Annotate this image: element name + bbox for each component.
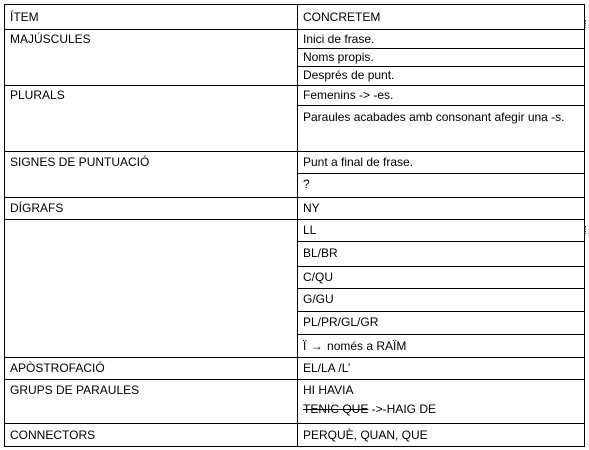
grups-struck-text: TENIC QUE — [303, 402, 369, 416]
majuscules-item: Noms propis. — [303, 50, 374, 64]
row-divider — [4, 151, 585, 152]
apostrofacio-label: APÒSTROFACIÓ — [10, 361, 105, 375]
puntuacio-label: SIGNES DE PUNTUACIÓ — [10, 155, 150, 169]
plurals-label: PLURALS — [10, 88, 65, 102]
subrow-divider — [297, 241, 585, 242]
apostrofacio-item: EL/LA /L’ — [303, 361, 351, 375]
subrow-divider — [297, 266, 585, 267]
subrow-divider — [297, 173, 585, 174]
right-arrow-icon: → — [310, 339, 323, 353]
column-divider — [297, 4, 298, 447]
row-divider — [4, 379, 585, 380]
connectors-item: PERQUÈ, QUAN, QUE — [303, 428, 428, 442]
puntuacio-item: Punt a final de frase. — [303, 155, 414, 169]
majuscules-item: Inici de frase. — [303, 32, 375, 46]
digrafs-note-prefix: Ï — [303, 339, 307, 353]
grups-line2 — [303, 402, 436, 417]
subrow-divider — [297, 334, 585, 335]
digrafs-item: LL — [303, 223, 317, 237]
digrafs-note — [303, 339, 406, 354]
row-divider — [4, 219, 585, 220]
row-divider — [4, 357, 585, 358]
header-concrete: CONCRETEM — [303, 10, 381, 24]
grups-after-text: ->-HAIG DE — [368, 402, 437, 416]
row-divider — [4, 197, 585, 198]
subrow-divider — [297, 288, 585, 289]
subrow-divider — [297, 311, 585, 312]
digrafs-item: PL/PR/GL/GR — [303, 315, 379, 329]
table-frame — [4, 4, 585, 447]
edge-mark — [585, 226, 587, 234]
row-divider — [4, 423, 585, 424]
header-item: ÍTEM — [10, 10, 39, 24]
subrow-divider — [297, 66, 585, 67]
puntuacio-item: ? — [303, 177, 310, 191]
digrafs-item: NY — [303, 201, 320, 215]
majuscules-item: Després de punt. — [303, 68, 395, 82]
subrow-divider — [297, 48, 585, 49]
digrafs-item: C/QU — [303, 270, 333, 284]
grups-line1: HI HAVIA — [303, 383, 354, 397]
row-divider — [4, 85, 585, 86]
subrow-divider — [297, 105, 585, 106]
majuscules-label: MAJÚSCULES — [10, 32, 91, 46]
edge-mark — [585, 20, 587, 28]
plurals-item: Paraules acabades amb consonant afegir una -s. — [303, 110, 565, 124]
connectors-label: CONNECTORS — [10, 428, 96, 442]
digrafs-label: DÍGRAFS — [10, 201, 64, 215]
digrafs-note-suffix: només a RAÏM — [327, 339, 407, 353]
digrafs-item: G/GU — [303, 292, 334, 306]
grups-label: GRUPS DE PARAULES — [10, 383, 140, 397]
digrafs-item: BL/BR — [303, 246, 338, 260]
plurals-item: Femenins -> -es. — [303, 88, 394, 102]
row-divider — [4, 29, 585, 30]
